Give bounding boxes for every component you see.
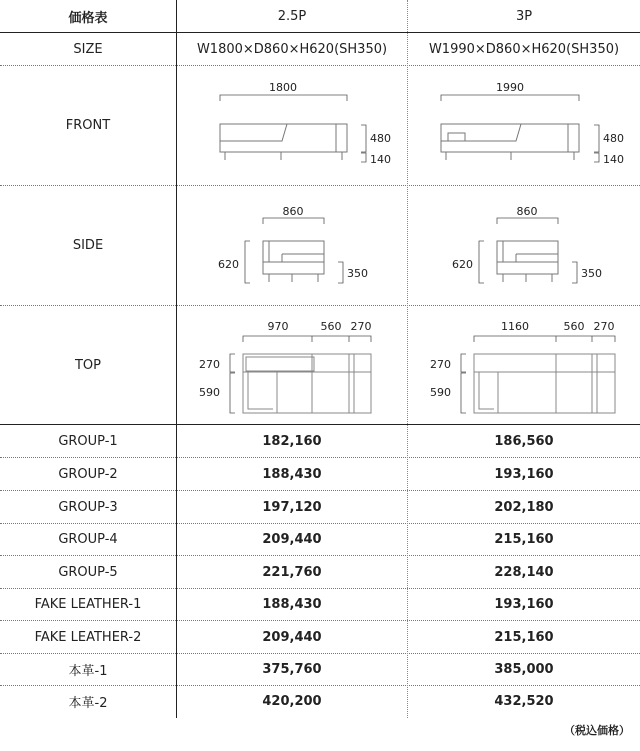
price-2-5p: 375,760 — [262, 662, 322, 677]
side-diagram-3p — [408, 186, 640, 305]
side-seat-height-3p: 350 — [581, 267, 602, 280]
top-dim-b-2-5p: 560 — [320, 320, 342, 333]
price-label: GROUP-2 — [58, 466, 118, 482]
price-2-5p: 188,430 — [262, 466, 322, 482]
size-3p: W1990×D860×H620(SH350) — [428, 41, 620, 57]
side-height-3p: 620 — [452, 258, 473, 271]
price-row — [0, 621, 640, 654]
price-3p: 385,000 — [494, 662, 554, 677]
price-2-5p: 209,440 — [262, 532, 322, 547]
top-dim-c-3p: 270 — [593, 320, 615, 333]
top-depth-seat-3p: 590 — [430, 386, 451, 399]
table-title: 価格表 — [68, 10, 108, 26]
price-label: FAKE LEATHER-1 — [34, 597, 142, 612]
front-leg-height-3p: 140 — [603, 153, 624, 166]
column-divider — [176, 0, 177, 718]
front-row — [0, 66, 640, 186]
price-row — [0, 491, 640, 524]
front-label: FRONT — [65, 118, 111, 133]
front-leg-height-2-5p: 140 — [370, 153, 391, 166]
top-row — [0, 306, 640, 425]
front-back-height-2-5p: 480 — [370, 132, 391, 145]
front-width-2-5p: 1800 — [269, 81, 297, 94]
price-label: GROUP-1 — [58, 433, 118, 449]
price-3p: 186,560 — [494, 433, 554, 449]
top-dim-c-2-5p: 270 — [350, 320, 372, 333]
price-row — [0, 654, 640, 686]
side-seat-height-2-5p: 350 — [347, 267, 368, 280]
front-back-height-3p: 480 — [603, 132, 624, 145]
top-dim-b-3p: 560 — [563, 320, 585, 333]
price-row — [0, 425, 640, 458]
price-label: GROUP-5 — [58, 564, 118, 580]
top-diagram-3p — [408, 306, 640, 424]
price-label: 本革-1 — [68, 664, 108, 679]
side-row — [0, 186, 640, 306]
price-label: FAKE LEATHER-2 — [34, 629, 142, 645]
price-2-5p: 420,200 — [262, 694, 322, 709]
price-2-5p: 188,430 — [262, 597, 322, 612]
size-label: SIZE — [73, 41, 103, 57]
side-label: SIDE — [72, 238, 104, 253]
price-row — [0, 589, 640, 621]
tax-included-note: （税込価格） — [564, 724, 630, 737]
top-depth-back-3p: 270 — [430, 358, 451, 371]
column-header-3p: 3P — [515, 8, 533, 24]
top-depth-seat-2-5p: 590 — [199, 386, 220, 399]
side-depth-3p: 860 — [516, 205, 538, 218]
column-divider — [407, 0, 408, 718]
price-row — [0, 686, 640, 717]
header-row — [0, 0, 640, 33]
side-diagram-2-5p — [177, 186, 407, 305]
top-label: TOP — [74, 357, 101, 373]
front-diagram-3p — [408, 66, 640, 185]
price-3p: 215,160 — [494, 532, 554, 547]
price-label: 本革-2 — [68, 696, 108, 711]
price-label: GROUP-4 — [58, 532, 118, 547]
price-3p: 193,160 — [494, 597, 554, 612]
price-2-5p: 197,120 — [262, 499, 322, 515]
top-diagram-2-5p — [177, 306, 407, 424]
price-2-5p: 182,160 — [262, 433, 322, 449]
top-depth-back-2-5p: 270 — [199, 358, 220, 371]
price-2-5p: 209,440 — [262, 629, 322, 645]
price-2-5p: 221,760 — [262, 564, 322, 580]
side-height-2-5p: 620 — [218, 258, 239, 271]
front-width-3p: 1990 — [496, 81, 524, 94]
price-3p: 432,520 — [494, 694, 554, 709]
price-3p: 228,140 — [494, 564, 554, 580]
front-diagram-2-5p — [177, 66, 407, 185]
price-row — [0, 458, 640, 491]
price-row — [0, 556, 640, 589]
size-2-5p: W1800×D860×H620(SH350) — [196, 41, 388, 57]
column-header-2-5p: 2.5P — [277, 8, 307, 24]
side-depth-2-5p: 860 — [282, 205, 304, 218]
price-3p: 215,160 — [494, 629, 554, 645]
top-dim-a-2-5p: 970 — [267, 320, 289, 333]
price-row — [0, 524, 640, 556]
size-row — [0, 33, 640, 66]
price-label: GROUP-3 — [58, 499, 118, 515]
price-3p: 202,180 — [494, 499, 554, 515]
price-3p: 193,160 — [494, 466, 554, 482]
top-dim-a-3p: 1160 — [501, 320, 529, 333]
